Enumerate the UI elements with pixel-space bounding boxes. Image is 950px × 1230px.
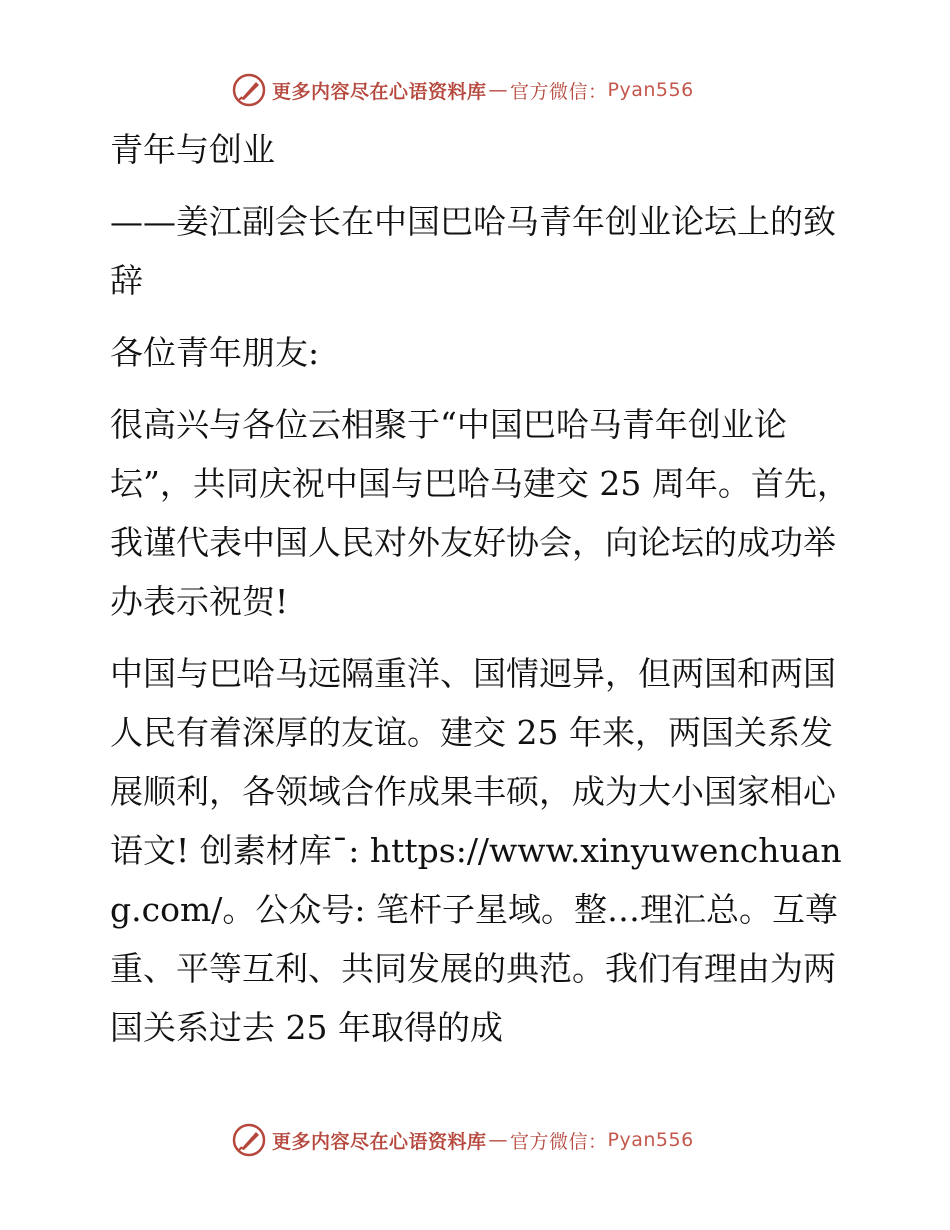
quill-logo-icon [232, 73, 266, 107]
salutation: 各位青年朋友: [110, 333, 320, 372]
header-banner [232, 70, 752, 110]
footer-banner [232, 1120, 752, 1160]
document-subtitle: ——姜江副会长在中国巴哈马青年创业论坛上的致辞 [110, 202, 836, 300]
banner-brand-text: 更多内容尽在心语资料库 [272, 1130, 487, 1153]
banner-brand-text: 更多内容尽在心语资料库 [272, 80, 487, 103]
document-title: 青年与创业 [110, 130, 275, 169]
banner-wechat-id: Pyan556 [607, 79, 694, 101]
quill-logo-icon [232, 1123, 266, 1157]
document-body [98, 120, 850, 1057]
paragraph-1: 很高兴与各位云相聚于“中国巴哈马青年创业论坛”，共同庆祝中国与巴哈马建交 25 周年。首先，我谨代表中国人民对外友好协会，向论坛的成功举办表示祝贺! [110, 405, 850, 621]
banner-official-label: 官方微信： [510, 1130, 608, 1153]
banner-dash: — [488, 79, 509, 101]
banner-official-label: 官方微信： [510, 80, 608, 103]
paragraph-2: 中国与巴哈马远隔重洋、国情迥异，但两国和两国人民有着深厚的友谊。建交 25 年来，两国关系发展顺利，各领域合作成果丰硕，成为大小国家相心语文! 创素材库¯: https://www.xinyuwenchuang.com/。公众号: 笔杆子星域。整…理汇总。互尊重、平等互利、共同发展的典范。我们有理由为两国关系过去 25 年取得的成 [110, 654, 842, 1047]
banner-dash: — [488, 1129, 509, 1151]
banner-wechat-id: Pyan556 [607, 1129, 694, 1151]
